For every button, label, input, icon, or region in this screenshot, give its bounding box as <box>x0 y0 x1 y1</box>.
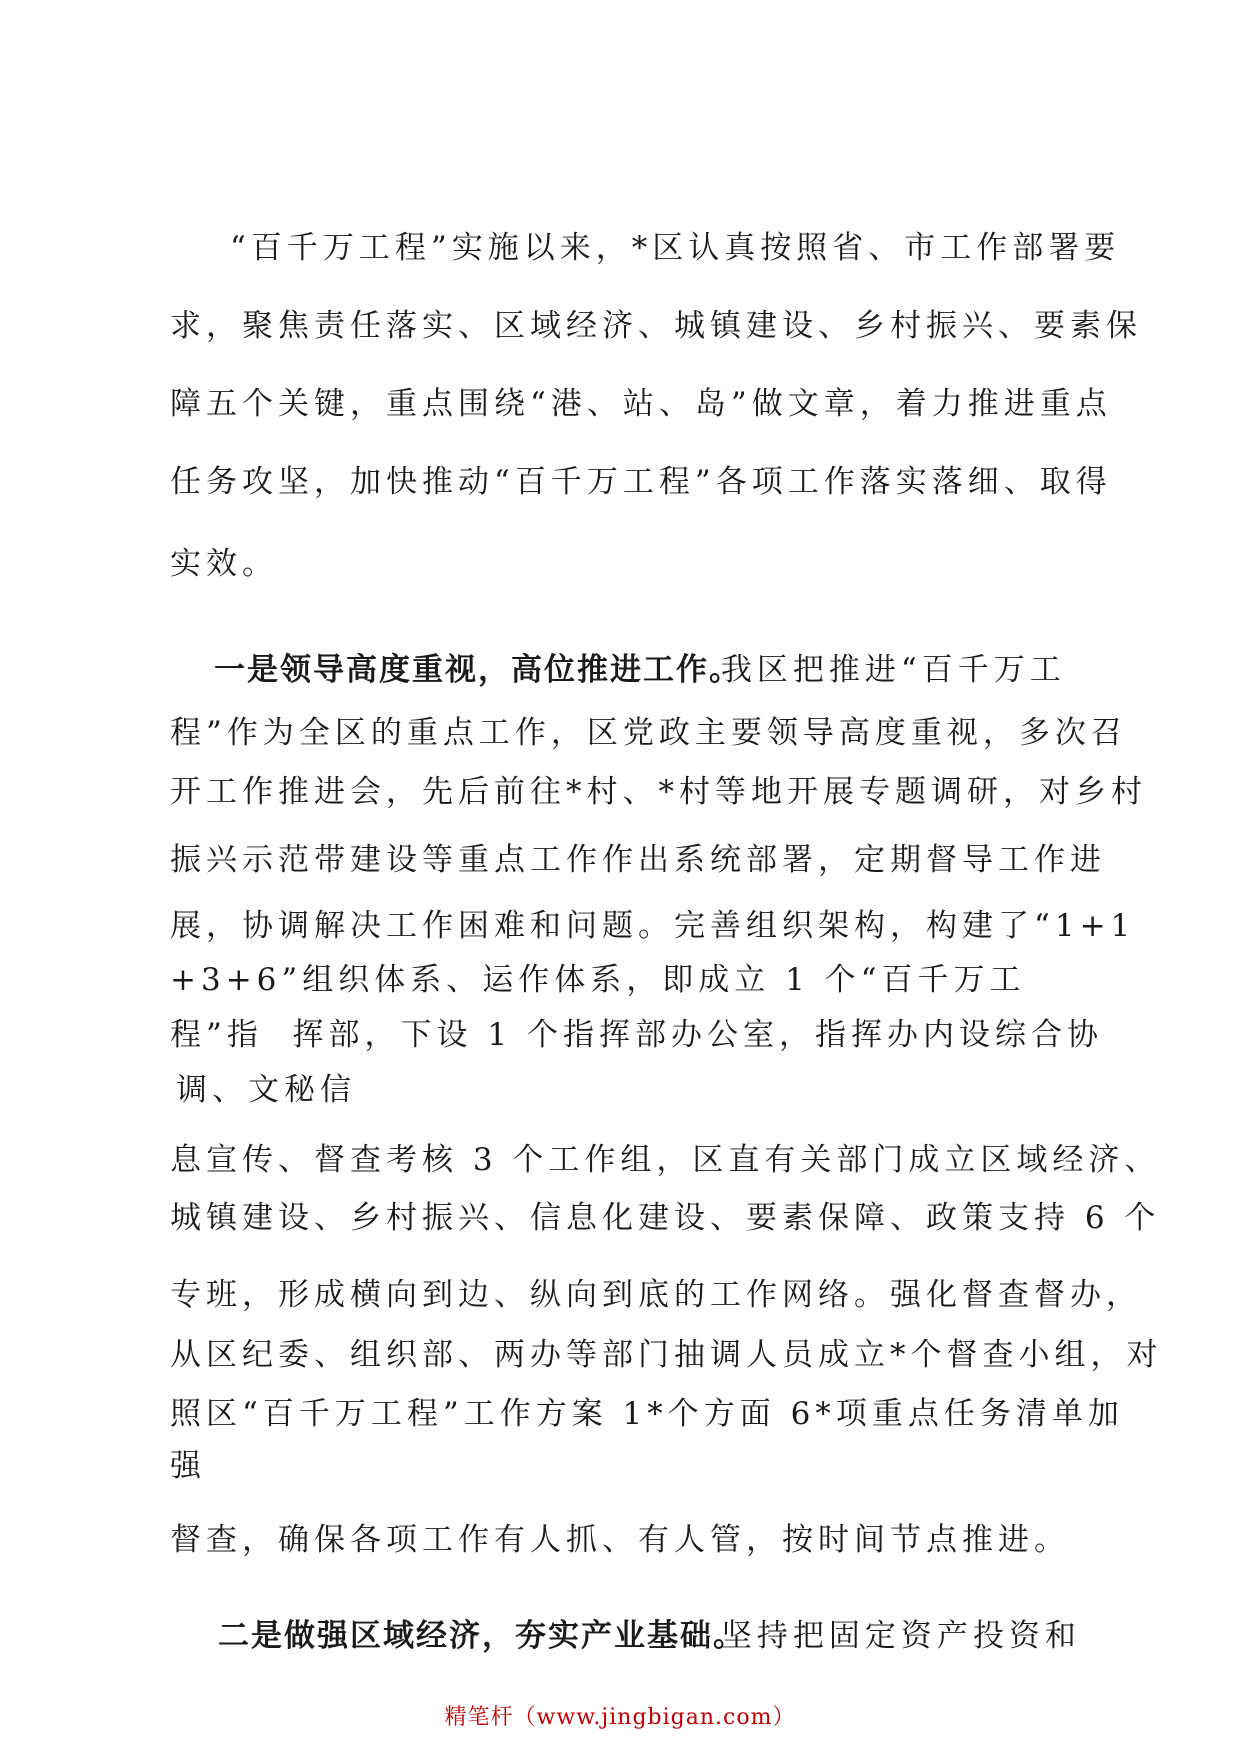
intro-line: 求，聚焦责任落实、区域经济、城镇建设、乡村振兴、要素保 <box>170 308 1142 344</box>
paragraph-line: 专班，形成横向到边、纵向到底的工作网络。强化督查督办， <box>170 1277 1142 1313</box>
paragraph-line: +3+6”组织体系、运作体系，即成立 1 个“百千万工 <box>170 962 1026 998</box>
paragraph-line: 息宣传、督查考核 3 个工作组，区直有关部门成立区域经济、 <box>170 1142 1161 1178</box>
paragraph-line: 我区把推进“百千万工 <box>706 652 1066 688</box>
paragraph-line: 照区“百千万工程”工作方案 1*个方面 6*项重点任务清单加 <box>170 1396 1124 1432</box>
paragraph-line: 城镇建设、乡村振兴、信息化建设、要素保障、政策支持 6 个 <box>170 1200 1161 1236</box>
paragraph-line: 振兴示范带建设等重点工作作出系统部署，定期督导工作进 <box>170 842 1106 878</box>
paragraph-line: 开工作推进会，先后前往*村、*村等地开展专题调研，对乡村 <box>170 774 1147 810</box>
paragraph-line: 从区纪委、组织部、两办等部门抽调人员成立*个督查小组，对 <box>170 1337 1163 1373</box>
section-heading: 二是做强区域经济，夯实产业基础。 <box>218 1618 746 1654</box>
paragraph-line: 强 <box>170 1448 206 1484</box>
intro-line: 障五个关键，重点围绕“港、站、岛”做文章，着力推进重点 <box>170 386 1112 422</box>
intro-line: 任务攻坚，加快推动“百千万工程”各项工作落实落细、取得 <box>170 464 1112 500</box>
paragraph-line: 程”指 挥部，下设 1 个指挥部办公室，指挥办内设综合协 <box>170 1017 1103 1053</box>
paragraph-line: 展，协调解决工作困难和问题。完善组织架构，构建了“1+1 <box>170 908 1136 944</box>
intro-line: 实效。 <box>170 546 278 582</box>
paragraph-line: 调、文秘信 <box>176 1072 356 1108</box>
section-heading: 一是领导高度重视，高位推进工作。 <box>214 652 742 688</box>
intro-line: “百千万工程”实施以来，*区认真按照省、市工作部署要 <box>230 230 1121 266</box>
paragraph-line: 坚持把固定资产投资和 <box>706 1618 1081 1654</box>
paragraph-line: 程”作为全区的重点工作，区党政主要领导高度重视，多次召 <box>170 715 1127 751</box>
footer-watermark: 精笔杆（www.jingbigan.com） <box>444 1705 796 1730</box>
paragraph-line: 督查，确保各项工作有人抓、有人管，按时间节点推进。 <box>170 1522 1070 1558</box>
